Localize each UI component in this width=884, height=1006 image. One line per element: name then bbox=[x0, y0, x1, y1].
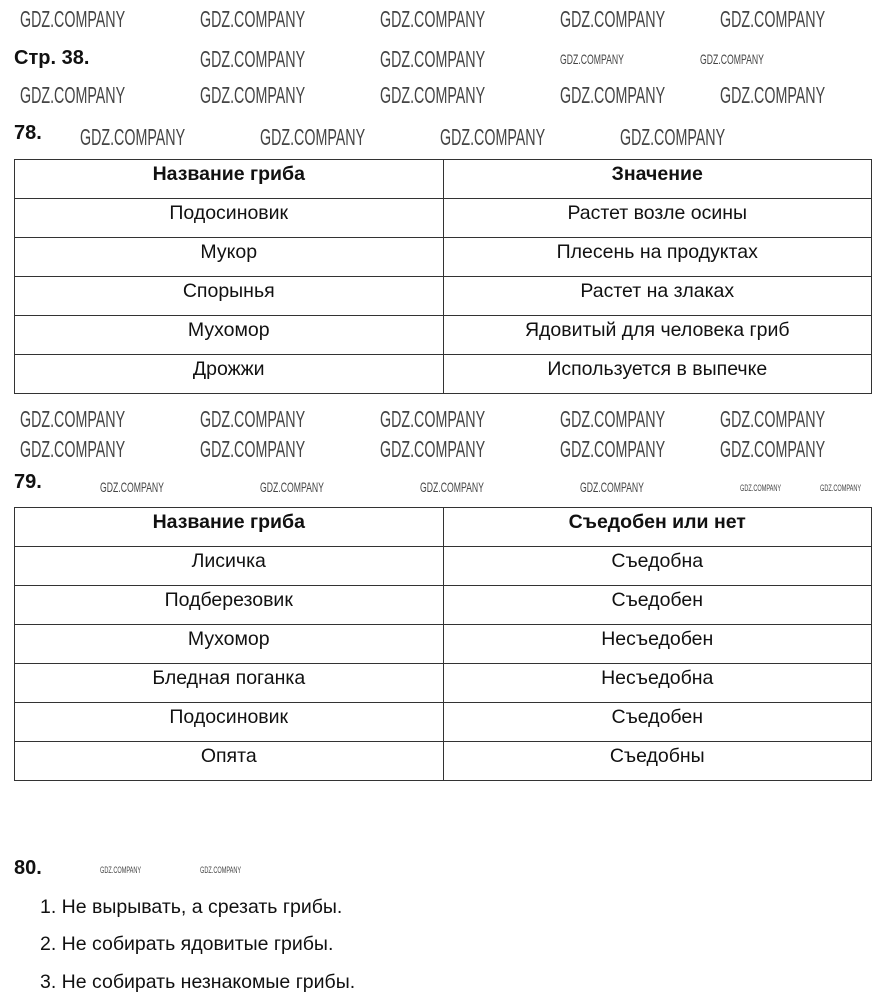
header-mushroom-name: Название гриба bbox=[15, 160, 444, 199]
watermark: GDZ.COMPANY bbox=[620, 124, 726, 150]
cell-name: Мухомор bbox=[15, 625, 444, 664]
table-row bbox=[15, 586, 872, 625]
cell-name: Подосиновик bbox=[15, 703, 444, 742]
watermark: GDZ.COMPANY bbox=[200, 82, 306, 108]
watermark: GDZ.COMPANY bbox=[100, 479, 164, 495]
table-row bbox=[15, 277, 872, 316]
cell-name: Мукор bbox=[15, 238, 444, 277]
task-79-number: 79. bbox=[14, 471, 42, 493]
watermark: GDZ.COMPANY bbox=[80, 124, 186, 150]
watermark: GDZ.COMPANY bbox=[560, 6, 666, 32]
watermark: GDZ.COMPANY bbox=[560, 82, 666, 108]
watermark: GDZ.COMPANY bbox=[560, 51, 624, 67]
cell-name: Подберезовик bbox=[15, 586, 444, 625]
task-78-number: 78. bbox=[14, 122, 42, 144]
page-label: Стр. 38. bbox=[14, 47, 90, 69]
table-header-row bbox=[15, 160, 872, 199]
table-row bbox=[15, 199, 872, 238]
watermark: GDZ.COMPANY bbox=[560, 406, 666, 432]
cell-value: Плесень на продуктах bbox=[443, 238, 872, 277]
cell-value: Ядовитый для человека гриб bbox=[443, 316, 872, 355]
cell-value: Съедобны bbox=[443, 742, 872, 781]
cell-name: Бледная поганка bbox=[15, 664, 444, 703]
table-row bbox=[15, 238, 872, 277]
watermark: GDZ.COMPANY bbox=[100, 865, 142, 875]
watermark: GDZ.COMPANY bbox=[200, 46, 306, 72]
cell-name: Лисичка bbox=[15, 547, 444, 586]
task-78-table bbox=[14, 159, 872, 394]
task-80-number: 80. bbox=[14, 857, 42, 879]
table-row bbox=[15, 625, 872, 664]
cell-name: Мухомор bbox=[15, 316, 444, 355]
header-meaning: Значение bbox=[443, 160, 872, 199]
watermark: GDZ.COMPANY bbox=[700, 51, 764, 67]
watermark: GDZ.COMPANY bbox=[20, 406, 126, 432]
cell-name: Подосиновик bbox=[15, 199, 444, 238]
list-item: 2. Не собирать ядовитые грибы. bbox=[40, 933, 334, 955]
watermark: GDZ.COMPANY bbox=[200, 406, 306, 432]
cell-value: Съедобен bbox=[443, 586, 872, 625]
watermark: GDZ.COMPANY bbox=[20, 6, 126, 32]
watermark: GDZ.COMPANY bbox=[380, 436, 486, 462]
watermark: GDZ.COMPANY bbox=[420, 479, 484, 495]
cell-value: Несъедобна bbox=[443, 664, 872, 703]
watermark: GDZ.COMPANY bbox=[200, 436, 306, 462]
cell-name: Дрожжи bbox=[15, 355, 444, 394]
table-row bbox=[15, 664, 872, 703]
watermark: GDZ.COMPANY bbox=[580, 479, 644, 495]
list-item: 1. Не вырывать, а срезать грибы. bbox=[40, 896, 343, 918]
watermark: GDZ.COMPANY bbox=[720, 406, 826, 432]
watermark: GDZ.COMPANY bbox=[380, 406, 486, 432]
table-row bbox=[15, 703, 872, 742]
watermark: GDZ.COMPANY bbox=[200, 6, 306, 32]
cell-value: Растет на злаках bbox=[443, 277, 872, 316]
cell-value: Съедобна bbox=[443, 547, 872, 586]
header-edible: Съедобен или нет bbox=[443, 508, 872, 547]
cell-value: Несъедобен bbox=[443, 625, 872, 664]
watermark: GDZ.COMPANY bbox=[380, 6, 486, 32]
watermark: GDZ.COMPANY bbox=[260, 124, 366, 150]
watermark: GDZ.COMPANY bbox=[740, 483, 782, 493]
watermark: GDZ.COMPANY bbox=[720, 6, 826, 32]
watermark: GDZ.COMPANY bbox=[380, 46, 486, 72]
watermark: GDZ.COMPANY bbox=[720, 436, 826, 462]
watermark: GDZ.COMPANY bbox=[20, 82, 126, 108]
watermark: GDZ.COMPANY bbox=[560, 436, 666, 462]
watermark: GDZ.COMPANY bbox=[260, 479, 324, 495]
table-row bbox=[15, 742, 872, 781]
table-header-row bbox=[15, 508, 872, 547]
table-row bbox=[15, 316, 872, 355]
watermark: GDZ.COMPANY bbox=[380, 82, 486, 108]
watermark: GDZ.COMPANY bbox=[820, 483, 862, 493]
watermark: GDZ.COMPANY bbox=[20, 436, 126, 462]
watermark: GDZ.COMPANY bbox=[720, 82, 826, 108]
cell-value: Съедобен bbox=[443, 703, 872, 742]
cell-name: Опята bbox=[15, 742, 444, 781]
table-row bbox=[15, 547, 872, 586]
cell-value: Используется в выпечке bbox=[443, 355, 872, 394]
list-item: 3. Не собирать незнакомые грибы. bbox=[40, 971, 356, 993]
cell-name: Спорынья bbox=[15, 277, 444, 316]
table-row bbox=[15, 355, 872, 394]
cell-value: Растет возле осины bbox=[443, 199, 872, 238]
task-79-table bbox=[14, 507, 872, 781]
header-mushroom-name: Название гриба bbox=[15, 508, 444, 547]
watermark: GDZ.COMPANY bbox=[440, 124, 546, 150]
watermark: GDZ.COMPANY bbox=[200, 865, 242, 875]
